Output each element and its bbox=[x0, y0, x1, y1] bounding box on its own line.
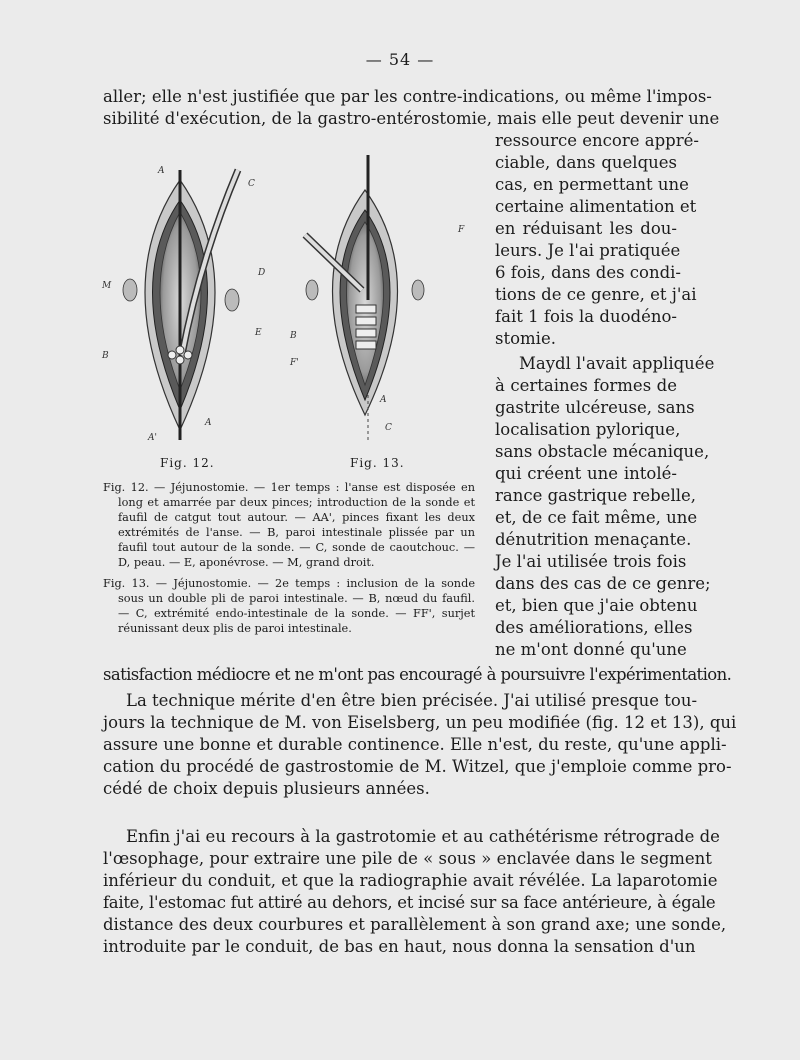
column-line: tions de ce genre, et j'ai bbox=[495, 285, 697, 304]
text-line: faite, l'estomac fut attiré au dehors, et incisé sur sa face antérieure, à égale bbox=[103, 893, 716, 912]
column-line: Je l'ai utilisée trois fois bbox=[495, 552, 687, 571]
figure-12-label: Fig. 12. bbox=[160, 456, 215, 470]
fig12-label-aa: A bbox=[205, 418, 212, 428]
column-line: leurs. Je l'ai pratiquée bbox=[495, 241, 681, 260]
caption-line: sous un double pli de paroi intestinale. — B, nœud du faufil. bbox=[118, 592, 475, 605]
text-line: cédé de choix depuis plusieurs années. bbox=[103, 779, 430, 798]
caption-line: faufil tout autour de la sonde. — C, sonde de caoutchouc. — bbox=[118, 541, 475, 554]
column-line: 6 fois, dans des condi- bbox=[495, 263, 682, 282]
text-line: satisfaction médiocre et ne m'ont pas encouragé à poursuivre l'expérimentation. bbox=[103, 665, 732, 684]
column-line: dénutrition menaçante. bbox=[495, 530, 692, 549]
caption-line: Fig. 12. — Jéjunostomie. — 1er temps : l'anse est disposée en bbox=[103, 481, 475, 494]
text-line: l'œsophage, pour extraire une pile de « sous » enclavée dans le segment bbox=[103, 849, 712, 868]
caption-line: Fig. 13. — Jéjunostomie. — 2e temps : inclusion de la sonde bbox=[103, 577, 475, 590]
text-line: assure une bonne et durable continence. Elle n'est, du reste, qu'une appli- bbox=[103, 735, 727, 754]
fig12-label-a: A bbox=[158, 166, 165, 176]
text-line: cation du procédé de gastrostomie de M. Witzel, que j'emploie comme pro- bbox=[103, 757, 732, 776]
figure-13-drawing bbox=[289, 155, 465, 440]
text-line: sibilité d'exécution, de la gastro-entérostomie, mais elle peut devenir une bbox=[103, 109, 720, 128]
column-line: en réduisant les dou- bbox=[495, 219, 677, 238]
column-line: ciable, dans quelques bbox=[495, 153, 677, 172]
column-line: Maydl l'avait appliquée bbox=[519, 354, 715, 373]
text-line: Enfin j'ai eu recours à la gastrotomie et au cathétérisme rétrograde de bbox=[126, 827, 720, 846]
fig13-label-f-prime: F' bbox=[290, 358, 299, 368]
column-line: cas, en permettant une bbox=[495, 175, 689, 194]
fig12-label-m: M bbox=[102, 281, 112, 291]
fig12-label-a-prime: A' bbox=[148, 433, 157, 443]
page-number: — 54 — bbox=[365, 50, 435, 69]
column-line: ne m'ont donné qu'une bbox=[495, 640, 687, 659]
text-line: introduite par le conduit, de bas en haut, nous donna la sensation d'un bbox=[103, 937, 696, 956]
column-line: ressource encore appré- bbox=[495, 131, 699, 150]
column-line: des améliorations, elles bbox=[495, 618, 693, 637]
column-line: et, bien que j'aie obtenu bbox=[495, 596, 698, 615]
figure-13-label: Fig. 13. bbox=[350, 456, 405, 470]
fig13-label-aa: A bbox=[380, 395, 387, 405]
fig12-label-d: D bbox=[258, 268, 266, 278]
fig13-label-c: C bbox=[385, 423, 392, 433]
text-line: inférieur du conduit, et que la radiographie avait révélée. La laparotomie bbox=[103, 871, 718, 890]
text-line: distance des deux courbures et parallèlement à son grand axe; une sonde, bbox=[103, 915, 727, 934]
text-line: jours la technique de M. von Eiselsberg, un peu modifiée (fig. 12 et 13), qui bbox=[103, 713, 737, 732]
caption-line: réunissant deux plis de paroi intestinale. bbox=[118, 622, 352, 635]
column-line: gastrite ulcéreuse, sans bbox=[495, 398, 695, 417]
column-line: rance gastrique rebelle, bbox=[495, 486, 697, 505]
caption-line: long et amarrée par deux pinces; introduction de la sonde et bbox=[118, 496, 475, 509]
column-line: certaine alimentation et bbox=[495, 197, 697, 216]
text-line: aller; elle n'est justifiée que par les contre-indications, ou même l'impos- bbox=[103, 87, 712, 106]
column-line: et, de ce fait même, une bbox=[495, 508, 698, 527]
fig12-label-e: E bbox=[255, 328, 262, 338]
column-line: qui créent une intolé- bbox=[495, 464, 677, 483]
column-line: dans des cas de ce genre; bbox=[495, 574, 711, 593]
surgical-figure-illustration bbox=[100, 140, 485, 475]
fig13-label-f: F bbox=[458, 225, 465, 235]
column-line: sans obstacle mécanique, bbox=[495, 442, 710, 461]
caption-line: extrémités de l'anse. — B, paroi intestinale plissée par un bbox=[118, 526, 475, 539]
fig12-label-c: C bbox=[248, 179, 255, 189]
column-line: à certaines formes de bbox=[495, 376, 677, 395]
column-line: fait 1 fois la duodéno- bbox=[495, 307, 677, 326]
fig13-label-b: B bbox=[290, 331, 297, 341]
caption-line: D, peau. — E, aponévrose. — M, grand droit. bbox=[118, 556, 375, 569]
caption-line: faufil de catgut tout autour. — AA', pinces fixant les deux bbox=[118, 511, 475, 524]
figure-12-drawing bbox=[101, 166, 265, 443]
text-line: La technique mérite d'en être bien précisée. J'ai utilisé presque tou- bbox=[126, 691, 698, 710]
column-line: localisation pylorique, bbox=[495, 420, 681, 439]
caption-line: — C, extrémité endo-intestinale de la sonde. — FF', surjet bbox=[118, 607, 475, 620]
column-line: stomie. bbox=[495, 329, 556, 348]
fig12-label-b: B bbox=[102, 351, 109, 361]
